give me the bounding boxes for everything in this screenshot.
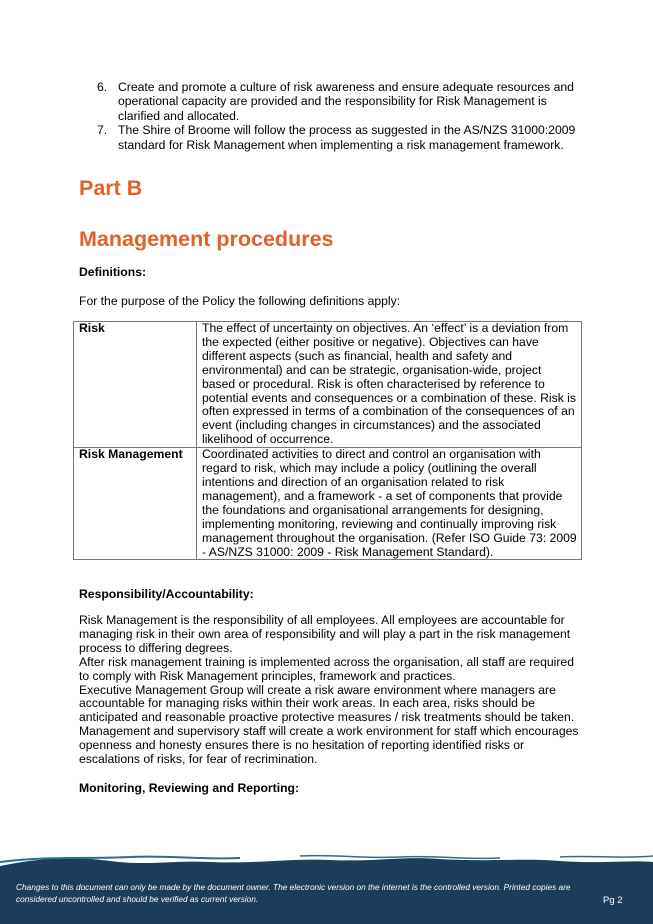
definition-term: Risk Management <box>74 448 197 560</box>
list-item-text: The Shire of Broome will follow the process as suggested in the AS/NZS 31000:2009 standard for Risk Management when implementing a risk management framework. <box>118 123 576 152</box>
definition-term: Risk <box>74 322 197 448</box>
definitions-label: Definitions: <box>79 265 147 279</box>
section-heading: Management procedures <box>79 227 334 251</box>
numbered-list <box>97 80 587 152</box>
paragraph: Management and supervisory staff will create a work environment for staff which encourages openness and honesty ensures there is no hesitation of reporting identified risks or escalations of risks, for fear of recrimination. <box>79 724 579 767</box>
paragraph: Executive Management Group will create a risk aware environment where managers are accountable for managing risks within their work areas. In each area, risks should be anticipated and reasonable proactive protective measures / risk treatments should be taken. <box>79 682 575 725</box>
list-item <box>97 123 587 152</box>
footer-disclaimer: Changes to this document can only be made by the document owner. The electronic version on the internet is the controlled version. Printed copies are considered uncontrolled and should be verified as current version. <box>16 882 571 904</box>
part-heading: Part B <box>79 176 143 200</box>
responsibility-heading: Responsibility/Accountability: <box>79 587 254 601</box>
definition-text: The effect of uncertainty on objectives. An ‘effect’ is a deviation from the expected (either positive or negative). Objectives can have different aspects (such as financial, health and safety and environmental) and can be strategic, organisation-wide, project based or procedural. Risk is often characterised by reference to potential events and consequences or a combination of these. Risk is often expressed in terms of a combination of the consequences of an event (including changes in circumstances) and the associated likelihood of occurrence. <box>197 322 582 448</box>
paragraph: After risk management training is implemented across the organisation, all staff are required to comply with Risk Management principles, framework and practices. <box>79 654 574 683</box>
list-number: 7. <box>97 123 108 138</box>
definitions-table <box>73 321 582 560</box>
list-number: 6. <box>97 80 108 94</box>
table-row <box>74 448 582 560</box>
list-item-text: Create and promote a culture of risk awareness and ensure adequate resources and operational capacity are provided and the responsibility for Risk Management is clarified and allocated. <box>118 80 574 123</box>
table-row <box>74 322 582 448</box>
monitoring-heading: Monitoring, Reviewing and Reporting: <box>79 781 300 795</box>
definition-text: Coordinated activities to direct and control an organisation with regard to risk, which may include a policy (outlining the overall intentions and direction of an organisation related to risk management), and a framework - a set of components that provide the foundations and organisational arrangements for designing, implementing monitoring, reviewing and continually improving risk management throughout the organisation. (Refer ISO Guide 73: 2009 - AS/NZS 31000: 2009 - Risk Management Standard). <box>197 448 582 560</box>
paragraph: Risk Management is the responsibility of all employees. All employees are accountable for managing risk in their own area of responsibility and will play a part in the risk management process to differing degrees. <box>79 613 571 655</box>
page-number: Pg 2 <box>603 895 623 906</box>
definitions-intro: For the purpose of the Policy the following definitions apply: <box>79 294 401 308</box>
responsibility-body <box>79 614 579 767</box>
list-item <box>97 80 587 123</box>
